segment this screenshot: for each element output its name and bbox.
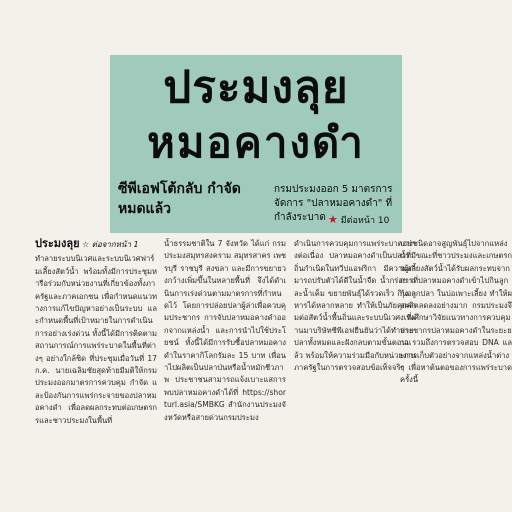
- continued-reference: [328, 213, 389, 227]
- kicker-continued-from: ☆ ต่อจากหน้า 1: [82, 240, 139, 249]
- column-text: บางชนิดอาจสูญพันธุ์ไปจากแหล่งน้ำ ขณะที่ชาวประมงและเกษตรกรผู้เลี้ยงสัตว์น้ำได้รับผลกระทบจากการที่ปลาหมอคางดำเข้าไปกินลูกกุ้ง ลูกปลา ในบ่อเพาะเลี้ยง ทำให้ผลผลิตลดลงอย่างมาก กรมประมงจึงเร่งศึกษาวิจัยแนวทางการควบคุมประชากรปลาหมอคางดำในระยะยาว รวมถึงการตรวจสอบ DNA และการเก็บตัวอย่างจากแหล่งน้ำต่างๆ เพื่อหาต้นตอของการแพร่ระบาดครั้งนี้: [400, 239, 512, 385]
- body-column-1: [35, 238, 157, 512]
- column-text: น้ำธรรมชาติใน 7 จังหวัด ได้แก่ กรมประมงสมุทรสงคราม สมุทรสาคร เพชรบุรี ราชบุรี สงขลา และมีการขยายวงกว้างเพิ่มขึ้นในหลายพื้นที่ จึงได้ดำเนินการเร่งด่วนตามมาตรการที่กำหนดไว้ โดยการปล่อยปลาผู้ล่าเพื่อควบคุมประชากร การจับปลาหมอคางดำออกจากแหล่งน้ำ และการนำไปใช้ประโยชน์ ทั้งนี้ได้มีการรับซื้อปลาหมอคางดำในราคากิโลกรัมละ 15 บาท เพื่อนำไปผลิตเป็นปลาป่นหรือน้ำหมักชีวภาพ ประชาชนสามารถแจ้งเบาะแสการพบปลาหมอคางดำได้ที่ https://shorturl.asia/SMBKG สำนักงานประมงจังหวัดหรือสายด่วนกรมประมง: [164, 239, 286, 422]
- subheadline-left: ซีพีเอฟโต้กลับ กำจัดหมดแล้ว: [118, 181, 241, 217]
- star-icon: ★: [328, 213, 338, 226]
- column-text: ทำลายระบบนิเวศและระบบนิเวศฟาร์มเลี้ยงสัตว์น้ำ พร้อมทั้งมีการประชุมหารือร่วมกับหน่วยงานที่เกี่ยวข้องทั้งภาครัฐและภาคเอกชน เพื่อกำหนดแนวทางการแก้ไขปัญหาอย่างเป็นระบบ และกำหนดพื้นที่เป้าหมายในการดำเนินการอย่างเร่งด่วน ทั้งนี้ได้มีการติดตามสถานการณ์การแพร่ระบาดในพื้นที่ต่างๆ อย่างใกล้ชิด ที่ประชุมเมื่อวันที่ 17 ก.ค. นายเฉลิมชัยสุดท้ายมีมติให้กรมประมงออกมาตรการควบคุม กำจัด และป้องกันการแพร่กระจายของปลาหมอคางดำ เพื่อลดผลกระทบต่อเกษตรกรและชาวประมงในพื้นที่: [35, 254, 157, 425]
- headline-banner: [110, 55, 402, 233]
- body-column-3: [294, 238, 416, 512]
- kicker-line: [35, 238, 157, 251]
- subheadline-right: กรมประมงออก 5 มาตรการ จัดการ "ปลาหมอคางดำ" ที่กำลังระบาด: [274, 184, 393, 223]
- headline-line-2: หมอคางดำ: [147, 118, 365, 167]
- continued-reference-text: มีต่อหน้า 10: [340, 216, 390, 226]
- body-column-4: [400, 238, 512, 512]
- headline-line-1: ประมงลุย: [163, 62, 349, 113]
- body-column-2: [164, 238, 286, 512]
- kicker-title: ประมงลุย: [35, 238, 80, 250]
- column-text: ดำเนินการควบคุมการแพร่ระบาดอย่างต่อเนื่อง ปลาหมอคางดำเป็นปลาที่มีถิ่นกำเนิดในทวีปแอฟริกา มีความสามารถปรับตัวได้ดีในน้ำจืด น้ำกร่อย และน้ำเค็ม ขยายพันธุ์ได้รวดเร็ว กินอาหารได้หลากหลาย ทำให้เป็นภัยคุกคามต่อสัตว์น้ำพื้นถิ่นและระบบนิเวศ ที่ผ่านมาบริษัทซีพีเอฟยืนยันว่าได้ทำลายปลาทั้งหมดและฝังกลบตามขั้นตอนแล้ว พร้อมให้ความร่วมมือกับหน่วยงานภาครัฐในการตรวจสอบข้อเท็จจริง: [294, 239, 416, 373]
